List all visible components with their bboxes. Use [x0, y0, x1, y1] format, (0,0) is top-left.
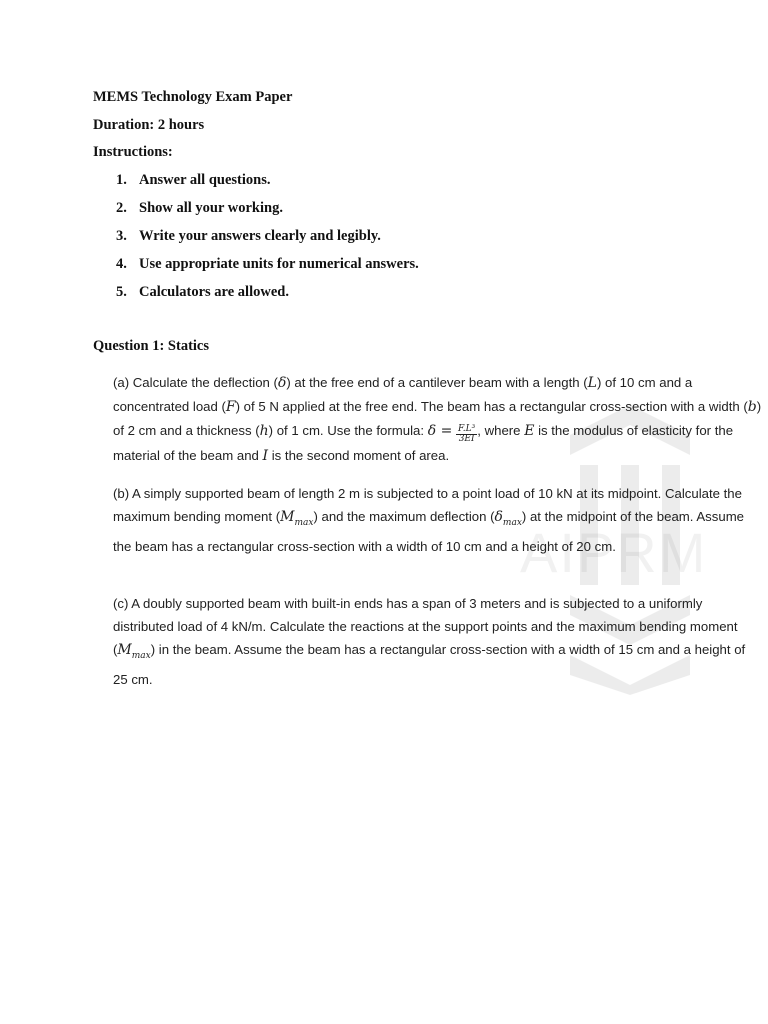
exam-duration: Duration: 2 hours	[93, 117, 205, 133]
instructions-list	[116, 171, 419, 311]
list-item: 2. Show all your working.	[116, 200, 283, 216]
watermark-text: AIPRM	[520, 521, 708, 584]
exam-title: MEMS Technology Exam Paper	[93, 89, 293, 105]
formula-fraction: $\frac{\text{F.L³}}{3EI}$	[457, 424, 476, 445]
list-item: 3. Write your answers clearly and legibly.	[116, 228, 381, 244]
list-item: 1. Answer all questions.	[116, 172, 271, 188]
question-1-title: Question 1: Statics	[93, 338, 209, 354]
instructions-heading: Instructions:	[93, 144, 173, 160]
question-1a: (a) Calculate the deflection (δ) at the free end of a cantilever beam with a length (L) of 10 cm and a concentrated load (F) of 5 N applied at the free end. The beam has a rectangular cross-section with a width (b) of 2 cm and a thickness (h) of 1 cm. Use the formula: δ = $\frac{\text{F.L³}}{3EI}$ , where E is the modulus of elasticity for the material of the beam and I is the second moment of area.	[113, 375, 762, 465]
question-1b: (b) A simply supported beam of length 2 m is subjected to a point load of 10 kN at its midpoint. Calculate the maximum bending moment $(M_{max})$ and the maximum deflection $(\delta_{max})$ at the midpoint of the beam. Assume the beam has a rectangular cross-section with a width of 10 cm and a height of 20 cm.	[113, 486, 745, 555]
list-item: 4. Use appropriate units for numerical answers.	[116, 256, 419, 272]
question-1c: (c) A doubly supported beam with built-in ends has a span of 3 meters and is subjected to a uniformly distributed load of 4 kN/m. Calculate the reactions at the support points and the maximum bending moment $(M_{max})$ in the beam. Assume the beam has a rectangular cross-section with a width of 15 cm and a height of 25 cm.	[113, 596, 746, 688]
list-item: 5. Calculators are allowed.	[116, 284, 289, 300]
